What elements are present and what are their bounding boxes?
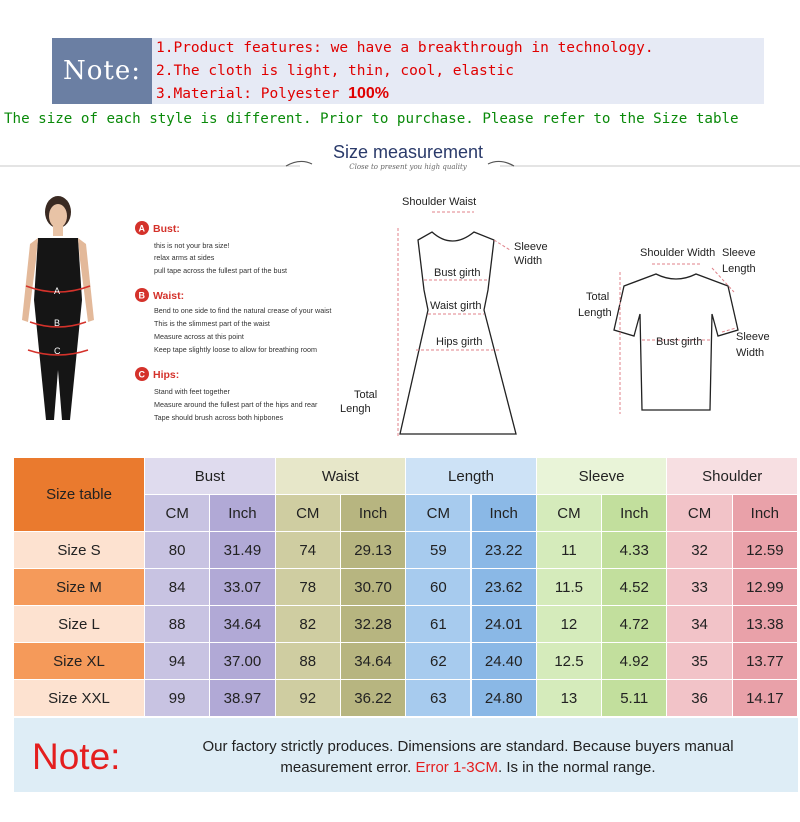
dress-bust-label: Bust girth [434, 267, 481, 279]
bottom-note-text [168, 736, 768, 778]
table-cell: 23.62 [472, 569, 537, 606]
tshirt-sleeve-label: Sleeve [722, 247, 756, 259]
size-label: Size L [14, 606, 145, 643]
bust-title: Bust: [153, 223, 180, 235]
table-cell: 38.97 [210, 680, 275, 717]
dress-hips-label: Hips girth [436, 336, 483, 348]
material-label: 3.Material: Polyester [156, 86, 349, 102]
table-cell: 82 [276, 606, 341, 643]
waist-badge: B [138, 290, 145, 301]
size-label: Size M [14, 569, 145, 606]
group-header: Sleeve [537, 458, 668, 495]
table-cell: 12.59 [733, 532, 798, 569]
table-cell: 74 [276, 532, 341, 569]
table-cell: 24.80 [472, 680, 537, 717]
tshirt-bust-label: Bust girth [656, 336, 703, 348]
bottom-note-line-1: Our factory strictly produces. Dimensions are standard. Because buyers manual [202, 738, 734, 755]
tshirt-length-label: Length [722, 263, 756, 275]
table-cell: 59 [406, 532, 471, 569]
table-cell: 94 [145, 643, 210, 680]
tshirt-shoulder-label: Shoulder Width [640, 247, 716, 259]
unit-header-cm: CM [667, 495, 732, 532]
table-cell: 12.99 [733, 569, 798, 606]
size-label: Size XXL [14, 680, 145, 717]
table-cell: 4.33 [602, 532, 667, 569]
table-cell: 13.77 [733, 643, 798, 680]
feature-line-2: 2.The cloth is light, thin, cool, elastic [156, 63, 514, 79]
product-features [152, 38, 764, 104]
waist-line-4: Keep tape slightly loose to allow for breathing room [154, 345, 318, 354]
table-cell: 24.40 [472, 643, 537, 680]
unit-header-cm: CM [145, 495, 210, 532]
size-notice: The size of each style is different. Prior to purchase. Please refer to the Size table [4, 111, 739, 127]
note-badge: Note: [52, 38, 152, 104]
bust-line-2: relax arms at sides [154, 253, 215, 262]
table-cell: 33.07 [210, 569, 275, 606]
table-cell: 99 [145, 680, 210, 717]
table-cell: 12 [537, 606, 602, 643]
table-cell: 88 [145, 606, 210, 643]
table-cell: 63 [406, 680, 471, 717]
table-cell: 12.5 [537, 643, 602, 680]
table-cell: 11.5 [537, 569, 602, 606]
table-cell: 88 [276, 643, 341, 680]
unit-header-inch: Inch [210, 495, 275, 532]
bottom-note-label: Note: [32, 736, 121, 777]
bottom-note-line-2-prefix: measurement error. [280, 759, 416, 776]
waist-line-3: Measure across at this point [154, 332, 244, 341]
table-cell: 61 [406, 606, 471, 643]
bust-line-3: pull tape across the fullest part of the bust [154, 266, 288, 275]
hips-line-3: Tape should brush across both hipbones [154, 413, 284, 422]
model-mark-c: C [54, 346, 61, 356]
size-label: Size S [14, 532, 145, 569]
table-cell: 37.00 [210, 643, 275, 680]
bottom-note [14, 718, 798, 792]
feature-line-1: 1.Product features: we have a breakthrough in technology. [156, 40, 654, 56]
table-cell: 36 [667, 680, 732, 717]
table-corner: Size table [14, 458, 145, 532]
measurement-figure [0, 180, 800, 450]
table-cell: 84 [145, 569, 210, 606]
group-header: Bust [145, 458, 276, 495]
dress-diagram [400, 232, 516, 434]
dress-width-label: Width [514, 255, 543, 267]
table-cell: 60 [406, 569, 471, 606]
waist-title: Waist: [153, 290, 185, 302]
model-figure [22, 196, 94, 420]
table-cell: 5.11 [602, 680, 667, 717]
dress-sleeve-label: Sleeve [514, 241, 548, 253]
waist-line-2: This is the slimmest part of the waist [154, 319, 270, 328]
hips-line-2: Measure around the fullest part of the hips and rear [154, 400, 318, 409]
tshirt-total-label: Total [586, 291, 610, 303]
table-cell: 36.22 [341, 680, 406, 717]
hips-badge: C [138, 369, 145, 380]
measurement-subtitle: Close to present you high quality [349, 163, 467, 171]
table-cell: 34 [667, 606, 732, 643]
table-cell: 4.92 [602, 643, 667, 680]
hips-title: Hips: [153, 369, 180, 381]
table-cell: 35 [667, 643, 732, 680]
measurement-title: Size measurement [332, 142, 484, 162]
table-cell: 11 [537, 532, 602, 569]
unit-header-inch: Inch [602, 495, 667, 532]
table-cell: 32 [667, 532, 732, 569]
bust-line-1: this is not your bra size! [154, 241, 230, 250]
model-mark-b: B [54, 318, 61, 328]
table-cell: 32.28 [341, 606, 406, 643]
error-range: Error 1-3CM [415, 759, 498, 776]
group-header: Length [406, 458, 537, 495]
feature-line-3 [156, 85, 389, 103]
table-cell: 29.13 [341, 532, 406, 569]
bottom-note-line-2 [168, 757, 768, 778]
table-cell: 62 [406, 643, 471, 680]
model-mark-a: A [54, 286, 61, 296]
material-percent: 100% [348, 85, 389, 102]
size-table [14, 458, 798, 716]
unit-header-cm: CM [276, 495, 341, 532]
unit-header-cm: CM [406, 495, 471, 532]
table-cell: 14.17 [733, 680, 798, 717]
dress-waist-label: Waist girth [430, 300, 482, 312]
table-cell: 4.52 [602, 569, 667, 606]
bust-badge: A [138, 223, 145, 234]
dress-length-label: Lengh [340, 403, 371, 415]
size-label: Size XL [14, 643, 145, 680]
unit-header-inch: Inch [341, 495, 406, 532]
tshirt-total-length-label: Length [578, 307, 612, 319]
tshirt-width-label: Width [736, 347, 765, 359]
table-cell: 4.72 [602, 606, 667, 643]
unit-header-inch: Inch [733, 495, 798, 532]
shoulder-waist-label: Shoulder Waist [402, 196, 477, 208]
unit-header-cm: CM [537, 495, 602, 532]
table-cell: 78 [276, 569, 341, 606]
table-cell: 34.64 [210, 606, 275, 643]
hips-line-1: Stand with feet together [154, 387, 230, 396]
unit-header-inch: Inch [472, 495, 537, 532]
table-cell: 13 [537, 680, 602, 717]
table-cell: 34.64 [341, 643, 406, 680]
table-cell: 33 [667, 569, 732, 606]
table-cell: 13.38 [733, 606, 798, 643]
table-cell: 92 [276, 680, 341, 717]
table-cell: 24.01 [472, 606, 537, 643]
tshirt-sleeve-width-label: Sleeve [736, 331, 770, 343]
group-header: Waist [276, 458, 407, 495]
table-cell: 31.49 [210, 532, 275, 569]
table-cell: 80 [145, 532, 210, 569]
group-header: Shoulder [667, 458, 798, 495]
table-cell: 30.70 [341, 569, 406, 606]
waist-line-1: Bend to one side to find the natural crease of your waist [154, 306, 332, 315]
bottom-note-line-2-suffix: . Is in the normal range. [497, 759, 656, 776]
table-cell: 23.22 [472, 532, 537, 569]
dress-total-label: Total [354, 389, 378, 401]
